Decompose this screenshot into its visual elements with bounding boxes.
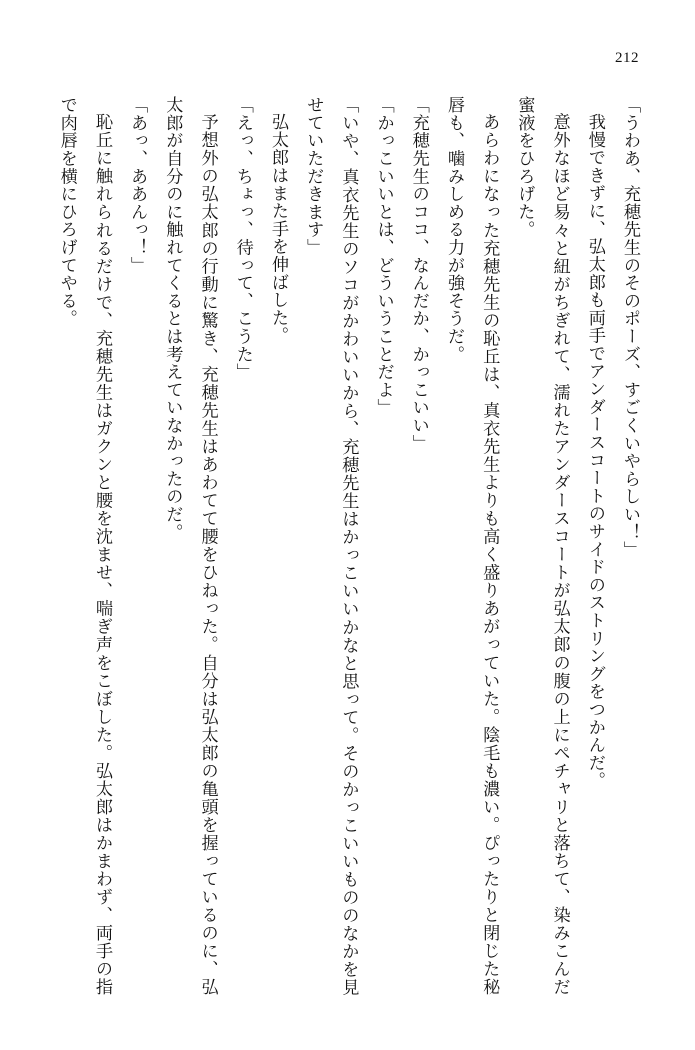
paragraph: 「えっ、ちょっ、待って、こうた」 [232, 96, 253, 381]
paragraph: 「いや、真衣先生のソコがかわいいから、充穂先生はかっこいいかなと思って。そのかっこいいもののなかを見せていただきます」 [303, 96, 359, 996]
page-body-text [48, 96, 647, 996]
paragraph: 意外なほど易々と紐がちぎれて、濡れたアンダースコートが弘太郎の腹の上にペチャリと落ちて、染みこんだ蜜液をひろげた。 [514, 96, 570, 996]
paragraph: 弘太郎はまた手を伸ばした。 [267, 113, 288, 345]
page-number: 212 [615, 50, 639, 66]
paragraph: 「充穂先生のココ、なんだか、かっこいい」 [408, 96, 429, 452]
paragraph: 恥丘に触れられるだけで、充穂先生はガクンと腰を沈ませ、喘ぎ声をこぼした。弘太郎はかまわず、両手の指で肉唇を横にひろげてやる。 [56, 96, 112, 996]
paragraph: 「うわあ、充穂先生のそのポーズ、すごくいやらしい！」 [620, 96, 640, 559]
paragraph: あらわになった充穂先生の恥丘は、真衣先生よりも高く盛りあがっていた。陰毛も濃い。ぴったりと閉じた秘唇も、噛みしめる力が強そうだ。 [443, 96, 500, 996]
paragraph: 「あっ、ああんっ！」 [127, 96, 148, 274]
paragraph: 予想外の弘太郎の行動に驚き、充穂先生はあわてて腰をひねった。自分は弘太郎の亀頭を握っているのに、弘太郎が自分のに触れてくるとは考えていなかったのだ。 [162, 96, 218, 996]
paragraph: 「かっこいいとは、どういうことだよ」 [373, 96, 394, 417]
paragraph: 我慢できずに、弘太郎も両手でアンダースコートのサイドのストリングをつかんだ。 [584, 113, 605, 790]
